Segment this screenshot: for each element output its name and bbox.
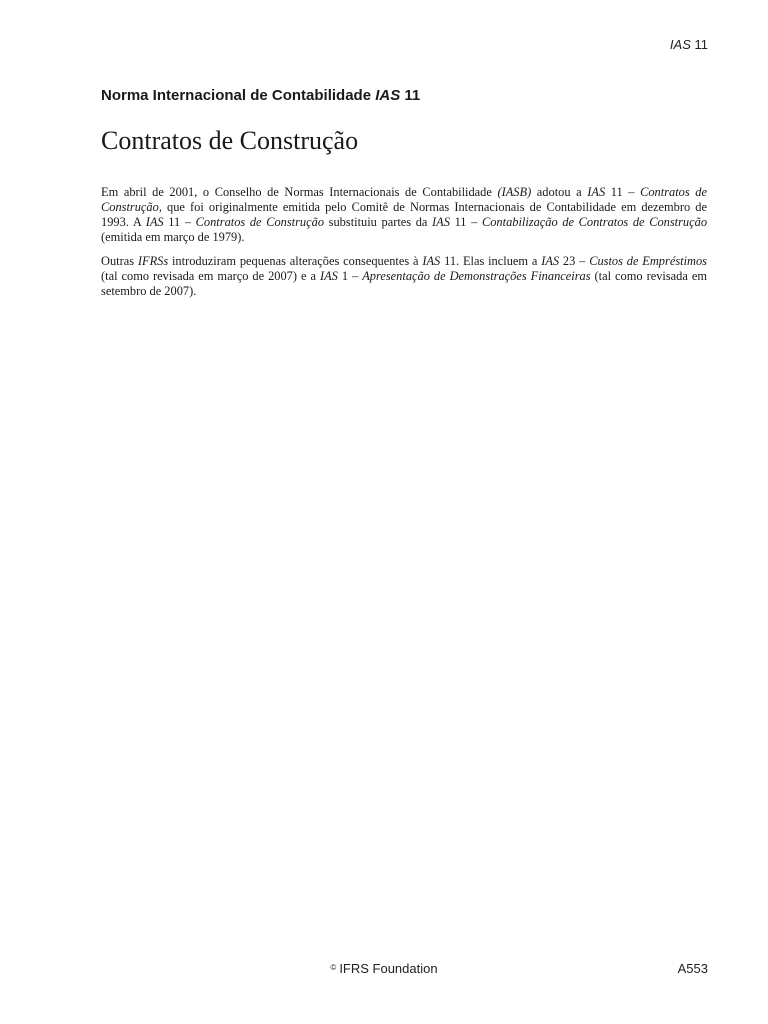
paragraph-1-run-7: , que foi originalmente emitida pelo Comitê de Normas Internacionais de Contabilidade em dezembro de 1993. A (101, 200, 707, 229)
paragraph-1-run-3: adotou a (531, 185, 588, 199)
copyright-text: IFRS Foundation (339, 961, 438, 976)
page-number: A553 (677, 961, 708, 976)
paragraph-2-run-5: 11. Elas incluem a (440, 254, 542, 268)
body-text (101, 185, 707, 308)
paragraph-2-run-9: (tal como revisada em março de 2007) e a (101, 269, 320, 283)
paragraph-1-run-11: substituiu partes da (324, 215, 433, 229)
paragraph-1-run-14: Contabilização de Contratos de Construção (481, 215, 708, 229)
paragraph-1-run-10: Contratos de Construção (195, 215, 325, 229)
footer-copyright (0, 961, 768, 976)
paragraph-1-run-15: (emitida em março de 1979). (101, 230, 245, 244)
paragraph-2-run-4: IAS (422, 254, 441, 268)
standard-label-prefix: Norma Internacional de Contabilidade (101, 87, 376, 104)
paragraph-2-run-3: introduziram pequenas alterações consequentes à (168, 254, 423, 268)
paragraph-2-run-2: IFRSs (137, 254, 169, 268)
paragraph-2-run-11: 1 – (337, 269, 363, 283)
standard-label (101, 87, 420, 104)
standard-label-number: 11 (400, 87, 421, 104)
running-head (670, 37, 708, 52)
paragraph-1-run-6: Contratos de Construção (101, 185, 707, 214)
paragraph-1 (101, 185, 707, 245)
paragraph-2-run-6: IAS (541, 254, 560, 268)
paragraph-1-run-9: 11 – (163, 215, 196, 229)
paragraph-2 (101, 254, 707, 299)
paragraph-1-run-4: IAS (587, 185, 606, 199)
paragraph-2-run-10: IAS (319, 269, 338, 283)
paragraph-1-run-12: IAS (432, 215, 450, 229)
paragraph-2-run-13: (tal como revisada em setembro de 2007). (101, 269, 707, 298)
paragraph-1-run-13: 11 – (449, 215, 482, 229)
paragraph-2-run-1: Outras (101, 254, 138, 268)
paragraph-2-run-7: 23 – (559, 254, 590, 268)
paragraph-1-run-1: Em abril de 2001, o Conselho de Normas Internacionais de Contabilidade (101, 185, 498, 199)
paragraph-2-run-12: Apresentação de Demonstrações Financeiras (362, 269, 591, 283)
paragraph-1-run-2: (IASB) (497, 185, 532, 199)
page-title: Contratos de Construção (101, 126, 359, 155)
paragraph-2-run-8: Custos de Empréstimos (589, 254, 707, 268)
copyright-symbol: © (330, 963, 337, 972)
running-head-standard: IAS (669, 37, 691, 52)
paragraph-1-run-5: 11 – (605, 185, 641, 199)
running-head-number: 11 (690, 37, 708, 52)
paragraph-1-run-8: IAS (145, 215, 164, 229)
standard-label-code: IAS (375, 87, 401, 104)
